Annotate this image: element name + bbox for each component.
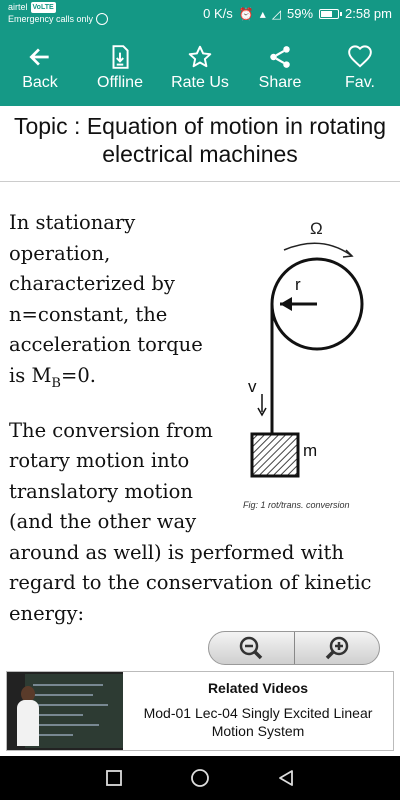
rotation-translation-figure <box>232 212 382 522</box>
zoom-out-icon <box>237 634 265 662</box>
omega-arrow <box>284 243 352 256</box>
related-videos-card[interactable] <box>6 671 394 751</box>
page-title: Topic : Equation of motion in rotating electrical machines <box>0 106 400 182</box>
status-left <box>8 2 108 25</box>
offline-label: Offline <box>97 74 143 91</box>
rate-us-button[interactable] <box>160 30 240 106</box>
zoom-in-button[interactable] <box>295 632 380 664</box>
whatsapp-icon <box>96 13 108 25</box>
recent-apps-button[interactable] <box>102 766 126 790</box>
share-label: Share <box>258 74 302 91</box>
related-title: Related Videos <box>207 680 309 696</box>
back-label: Back <box>22 74 58 91</box>
heart-icon <box>347 44 373 70</box>
battery-icon <box>319 9 339 19</box>
arrow-left-icon <box>27 44 53 70</box>
alarm-icon: ⏰ <box>238 6 254 21</box>
share-button[interactable] <box>240 30 320 106</box>
video-thumbnail[interactable] <box>7 672 123 750</box>
network-speed: 0 K/s <box>203 6 233 21</box>
paragraph-1-end: =0. <box>60 363 96 387</box>
signal-icon: ▴ <box>259 6 266 21</box>
related-description[interactable]: Mod-01 Lec-04 Singly Excited Linear Motion System <box>143 705 373 739</box>
paragraph-2-wide: around as well) is performed with regard to the conservation of kinetic energy: <box>9 540 372 625</box>
zoom-control <box>208 631 380 665</box>
subscript-b: B <box>51 375 61 391</box>
figure-caption: Fig: 1 rot/trans. conversion <box>243 500 350 510</box>
rate-us-label: Rate Us <box>171 74 229 91</box>
related-text <box>123 672 393 750</box>
clock: 2:58 pm <box>345 6 392 21</box>
mass-label: m <box>303 441 318 460</box>
mass-block <box>252 434 298 476</box>
lecturer-figure <box>17 700 39 746</box>
download-file-icon <box>107 44 133 70</box>
system-nav-bar <box>0 756 400 800</box>
battery-percent: 59% <box>286 6 314 21</box>
toolbar <box>0 30 400 106</box>
zoom-in-icon <box>323 634 351 662</box>
signal-no-service-icon: ◿ <box>271 6 281 21</box>
home-button[interactable] <box>188 766 212 790</box>
recent-apps-icon <box>105 769 123 787</box>
offline-button[interactable] <box>80 30 160 106</box>
status-right <box>203 6 392 21</box>
back-button[interactable] <box>0 30 80 106</box>
omega-label: Ω <box>310 219 323 238</box>
share-icon <box>267 44 293 70</box>
nav-back-button[interactable] <box>274 766 298 790</box>
back-icon <box>277 769 295 787</box>
paragraph-2-narrow: The conversion from rotary motion into translatory motion (and the other way <box>9 418 213 534</box>
favorite-label: Fav. <box>345 74 375 91</box>
carrier-name: airtel <box>8 2 28 12</box>
emergency-text: Emergency calls only <box>8 13 94 24</box>
radius-arrow-head <box>280 297 292 311</box>
status-bar <box>0 0 400 30</box>
radius-label: r <box>295 275 301 294</box>
zoom-out-button[interactable] <box>209 632 294 664</box>
home-icon <box>190 768 210 788</box>
favorite-button[interactable] <box>320 30 400 106</box>
blackboard <box>25 674 123 748</box>
star-icon <box>187 44 213 70</box>
paragraph-1 <box>9 208 219 399</box>
volte-badge: VoLTE <box>32 4 54 11</box>
velocity-label: v <box>248 377 257 396</box>
paragraph-1-text: In stationary operation, characterized by n=constant, the acceleration torque is M <box>9 211 203 387</box>
